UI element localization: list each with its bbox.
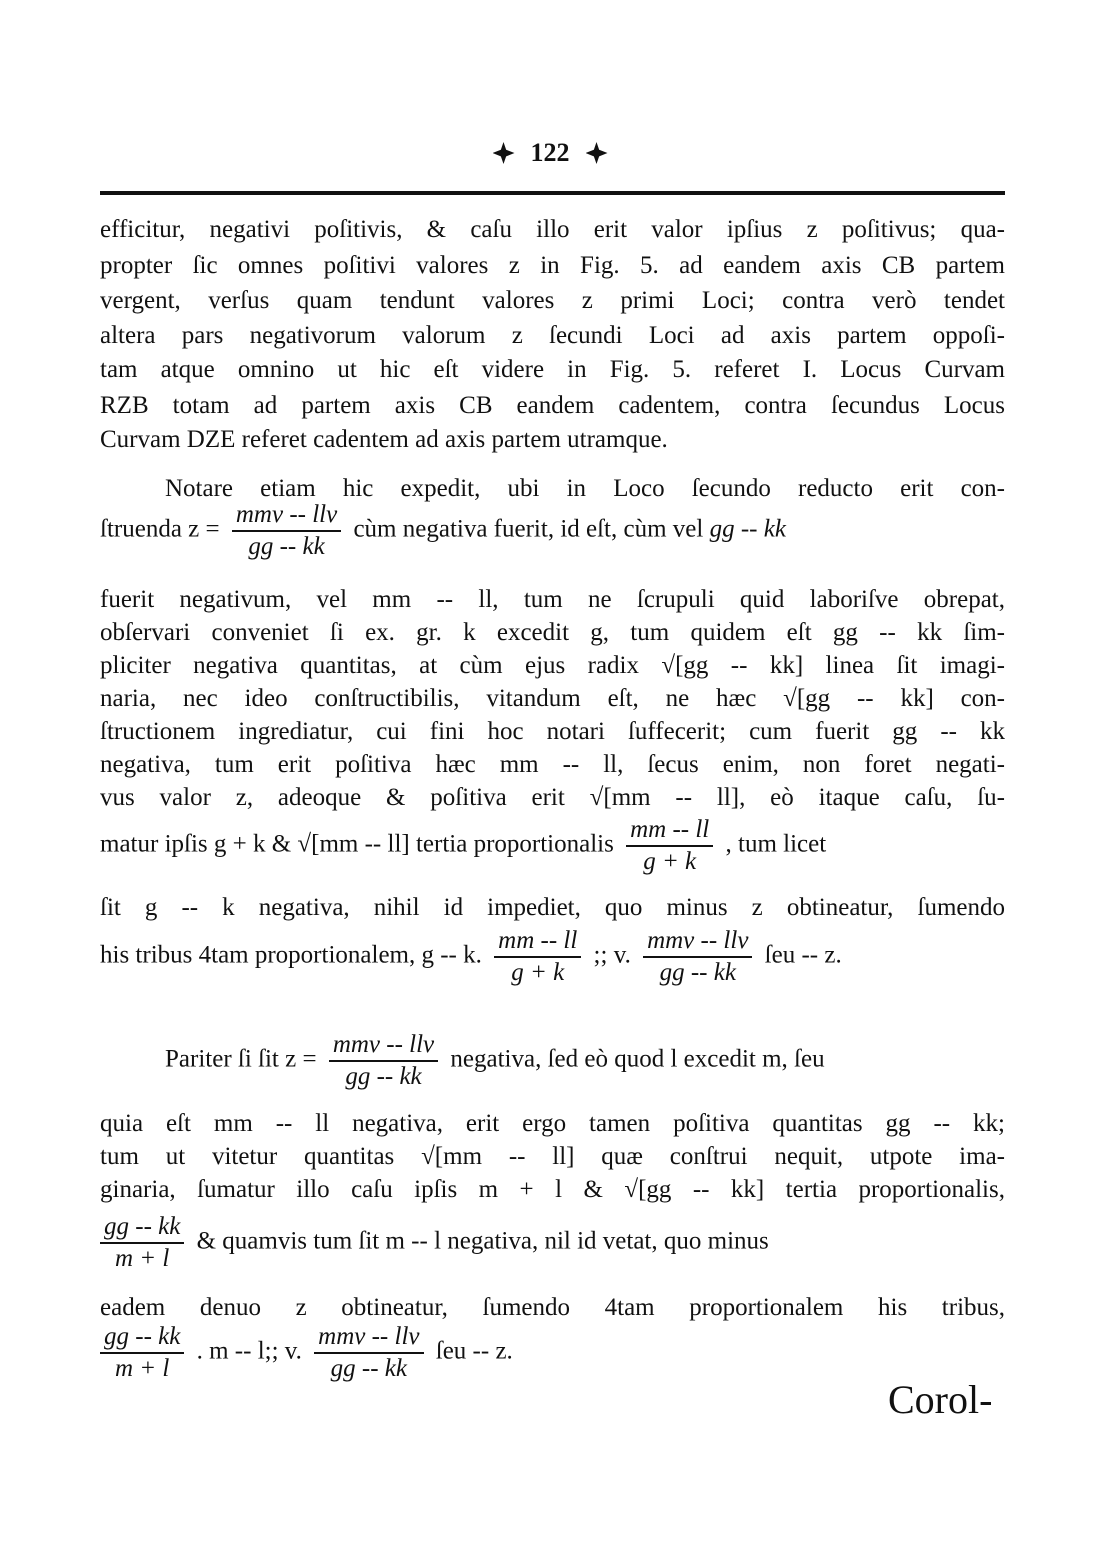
text-line: quia eſt mm -- ll negativa, erit ergo tamen poſitiva quantitas gg -- kk; — [100, 1110, 1005, 1137]
text-span: & quamvis tum ſit m -- l negativa, nil id vetat, quo minus — [196, 1227, 769, 1255]
ornament-icon — [493, 142, 515, 164]
text-span: ſeu -- z. — [435, 1337, 513, 1365]
text-span: . m -- l;; v. — [196, 1337, 302, 1365]
text-span: ſeu -- z. — [764, 941, 842, 969]
fraction-numerator: mmv -- llv — [329, 1030, 438, 1062]
formula-line — [165, 1030, 825, 1092]
catchword: Corol- — [888, 1377, 993, 1422]
text-line: naria, nec ideo conſtructibilis, vitandum eſt, ne hæc √[gg -- kk] con- — [100, 685, 1005, 712]
fraction-numerator: mm -- ll — [626, 815, 713, 847]
fraction-denominator: g + k — [511, 959, 565, 986]
fraction — [494, 926, 581, 988]
text-line: Notare etiam hic expedit, ubi in Loco ſecundo reducto erit con- — [165, 475, 1005, 502]
fraction-denominator: gg -- kk — [345, 1063, 422, 1090]
text-span: ſtruenda z = — [100, 515, 220, 543]
text-line: eadem denuo z obtineatur, ſumendo 4tam proportionalem his tribus, — [100, 1294, 1005, 1321]
formula-line — [100, 815, 826, 877]
text-span: negativa, ſed eò quod l excedit m, ſeu — [450, 1045, 825, 1073]
page-header — [0, 136, 1100, 168]
fraction-numerator: gg -- kk — [100, 1212, 184, 1244]
text-line: tum ut vitetur quantitas √[mm -- ll] quæ conſtrui nequit, utpote ima- — [100, 1143, 1005, 1170]
math-span: gg -- kk — [709, 515, 786, 543]
text-span: , tum licet — [725, 830, 827, 858]
text-line: altera pars negativorum valorum z ſecundi Loci ad axis partem oppoſi- — [100, 322, 1005, 349]
header-rule — [100, 191, 1005, 195]
page-number: 122 — [530, 138, 570, 168]
formula-line — [100, 1212, 769, 1274]
text-line: pliciter negativa quantitas, at cùm ejus radix √[gg -- kk] linea ſit imagi- — [100, 652, 1005, 679]
text-line: ſtructionem ingrediatur, cui fini hoc notari ſuffecerit; cum fuerit gg -- kk — [100, 718, 1005, 745]
fraction-numerator: mm -- ll — [494, 926, 581, 958]
text-line: vus valor z, adeoque & poſitiva erit √[mm -- ll], eò itaque caſu, ſu- — [100, 784, 1005, 811]
fraction-denominator: g + k — [643, 848, 697, 875]
fraction-numerator: mmv -- llv — [314, 1322, 423, 1354]
fraction-denominator: gg -- kk — [330, 1355, 407, 1382]
text-line: negativa, tum erit poſitiva hæc mm -- ll, ſecus enim, non foret negati- — [100, 751, 1005, 778]
fraction-denominator: m + l — [114, 1355, 170, 1382]
text-line: vergent, verſus quam tendunt valores z primi Loci; contra verò tendet — [100, 287, 1005, 314]
text-span: his tribus 4tam proportionalem, g -- k. — [100, 941, 482, 969]
fraction-numerator: mmv -- llv — [643, 926, 752, 958]
fraction — [314, 1322, 423, 1384]
fraction-denominator: gg -- kk — [659, 959, 736, 986]
formula-line — [100, 1322, 513, 1384]
fraction — [100, 1212, 184, 1274]
text-line: ginaria, ſumatur illo caſu ipſis m + l & √[gg -- kk] tertia proportionalis, — [100, 1176, 1005, 1203]
fraction-denominator: gg -- kk — [248, 533, 325, 560]
text-line: ſit g -- k negativa, nihil id impediet, quo minus z obtineatur, ſumendo — [100, 894, 1005, 921]
text-line: obſervari conveniet ſi ex. gr. k excedit g, tum quidem eſt gg -- kk ſim- — [100, 619, 1005, 646]
text-span: ;; v. — [593, 941, 631, 969]
formula-line — [100, 926, 842, 988]
text-span: matur ipſis g + k & √[mm -- ll] tertia proportionalis — [100, 830, 614, 858]
fraction-denominator: m + l — [114, 1245, 170, 1272]
fraction — [626, 815, 713, 877]
text-line: efficitur, negativi poſitivis, & caſu illo erit valor ipſius z poſitivus; qua- — [100, 216, 1005, 243]
fraction — [329, 1030, 438, 1092]
text-span: Pariter ſi ſit z = — [165, 1045, 317, 1073]
fraction — [643, 926, 752, 988]
text-line: tam atque omnino ut hic eſt videre in Fig. 5. referet I. Locus Curvam — [100, 356, 1005, 383]
fraction-numerator: mmv -- llv — [232, 500, 341, 532]
ornament-icon — [586, 142, 608, 164]
text-line: propter ſic omnes poſitivi valores z in Fig. 5. ad eandem axis CB partem — [100, 252, 1005, 279]
fraction-numerator: gg -- kk — [100, 1322, 184, 1354]
text-line: Curvam DZE referet cadentem ad axis partem utramque. — [100, 426, 668, 453]
text-span: cùm negativa fuerit, id eſt, cùm vel — [353, 515, 704, 543]
text-line: RZB totam ad partem axis CB eandem cadentem, contra ſecundus Locus — [100, 392, 1005, 419]
formula-line — [100, 500, 786, 562]
fraction — [100, 1322, 184, 1384]
text-line: fuerit negativum, vel mm -- ll, tum ne ſcrupuli quid laboriſve obrepat, — [100, 586, 1005, 613]
fraction — [232, 500, 341, 562]
